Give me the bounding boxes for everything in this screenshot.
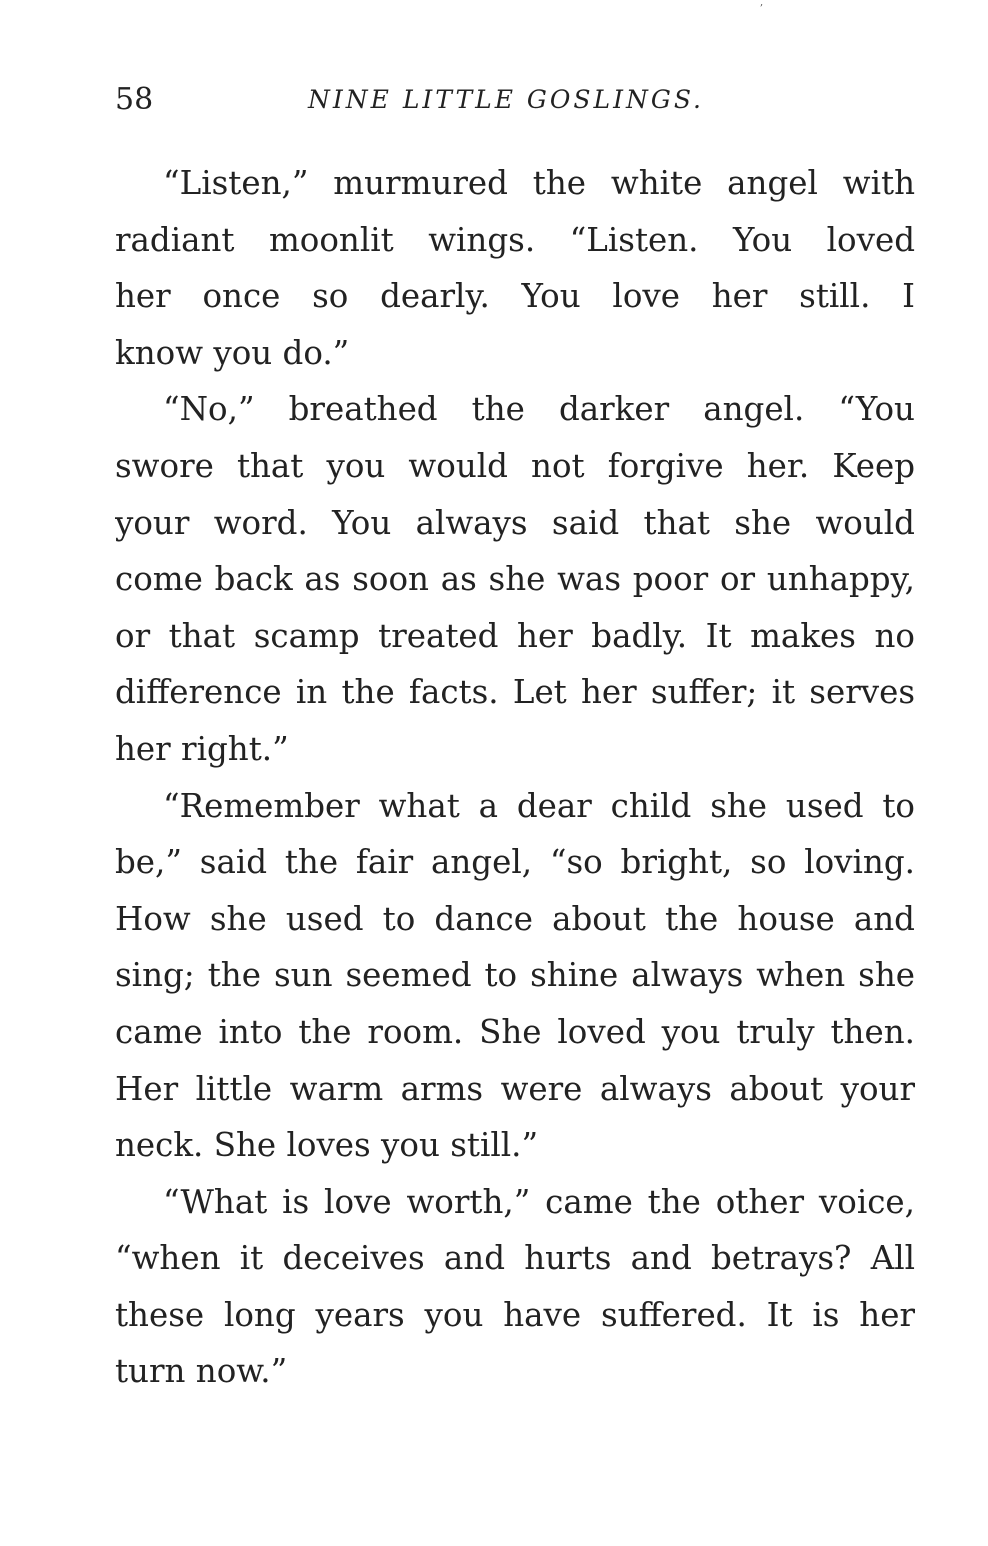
- text-line: turn now.”: [115, 1352, 288, 1391]
- text-line: sing; the sun seemed to shine always when she: [115, 956, 915, 995]
- text-line: difference in the facts. Let her suffer; it serves: [115, 673, 915, 712]
- text-line: “What is love worth,” came the other voice,: [163, 1182, 915, 1221]
- page-number: 58: [115, 82, 154, 117]
- paragraph: [115, 155, 915, 381]
- text-line: come back as soon as she was poor or unhappy,: [115, 560, 915, 599]
- text-line: “Listen,” murmured the white angel with: [163, 164, 915, 202]
- text-line: her right.”: [115, 729, 289, 768]
- text-line: “No,” breathed the darker angel. “You: [163, 390, 915, 429]
- running-title: NINE LITTLE GOSLINGS.: [308, 85, 705, 114]
- text-line: came into the room. She loved you truly then.: [115, 1012, 915, 1051]
- text-line: know you do.”: [115, 333, 350, 372]
- text-line: these long years you have suffered. It is her: [115, 1295, 915, 1334]
- paragraph: [115, 778, 915, 1174]
- text-line: “when it deceives and hurts and betrays? All: [115, 1239, 915, 1278]
- text-line: Her little warm arms were always about your: [115, 1069, 915, 1108]
- text-line: swore that you would not forgive her. Keep: [115, 446, 915, 485]
- text-line: How she used to dance about the house and: [115, 899, 915, 938]
- print-mark: ,: [760, 0, 764, 8]
- text-line: your word. You always said that she would: [115, 503, 915, 542]
- paragraph: [115, 1174, 915, 1400]
- text-line: her once so dearly. You love her still. I: [115, 277, 915, 316]
- body-text: [115, 155, 915, 1400]
- paragraph: [115, 381, 915, 777]
- text-line: be,” said the fair angel, “so bright, so loving.: [115, 843, 915, 882]
- text-line: neck. She loves you still.”: [115, 1126, 539, 1165]
- text-line: or that scamp treated her badly. It makes no: [115, 616, 915, 655]
- page-header: [115, 78, 915, 122]
- text-line: radiant moonlit wings. “Listen. You loved: [115, 220, 915, 259]
- text-line: “Remember what a dear child she used to: [163, 786, 915, 825]
